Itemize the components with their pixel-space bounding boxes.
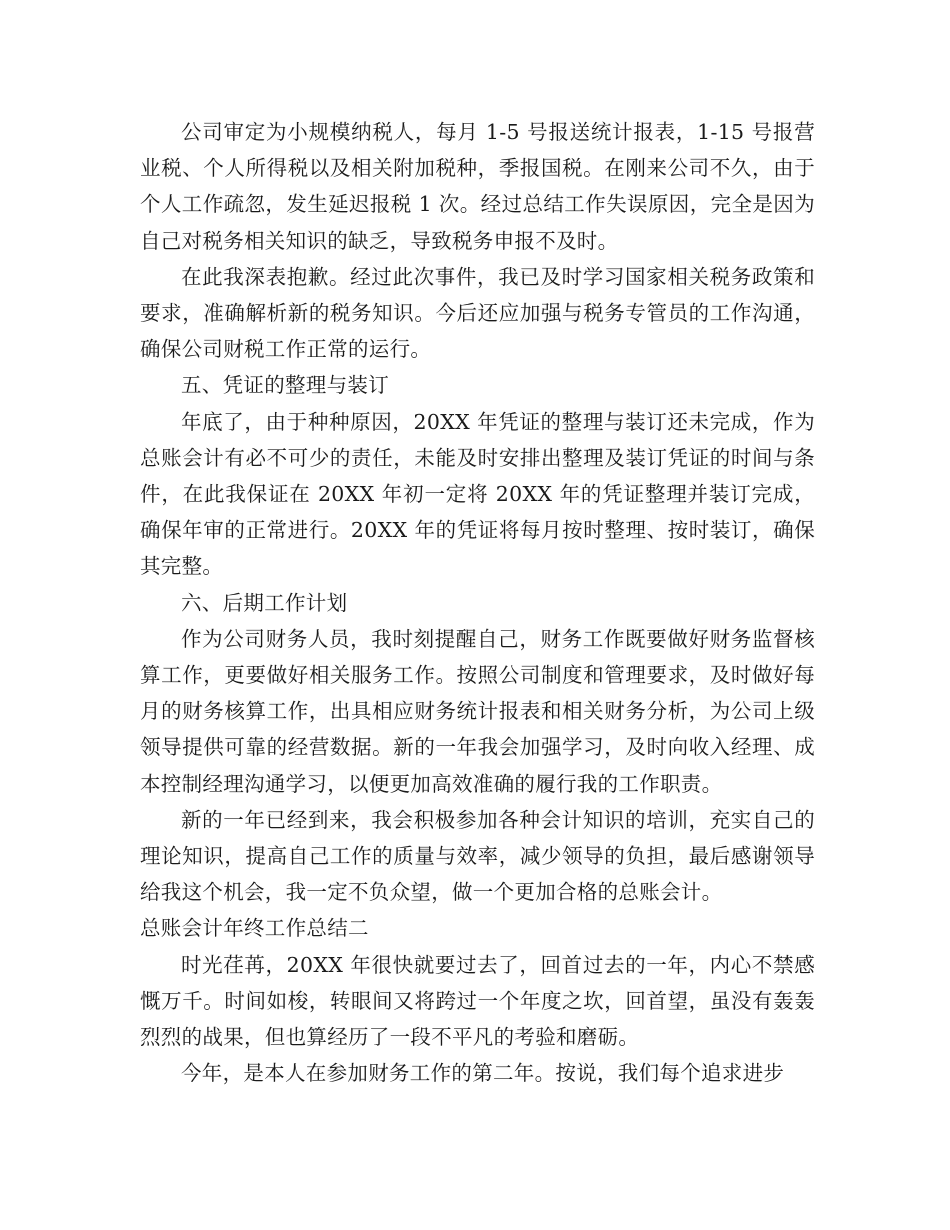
- paragraph-time-flies: 时光荏苒，20XX 年很快就要过去了，回首过去的一年，内心不禁感慨万千。时间如梭，转眼间又将跨过一个年度之坎，回首望，虽没有轰轰烈烈的战果，但也算经历了一段不平凡的考验和磨砺。: [140, 952, 815, 1050]
- paragraph-voucher: 年底了，由于种种原因，20XX 年凭证的整理与装订还未完成，作为总账会计有必不可少的责任，未能及时安排出整理及装订凭证的时间与条件，在此我保证在 20XX 年初一定将 20XX 年的凭证整理并装订完成，确保年审的正常进行。20XX 年的凭证将每月按时整理、按时装订，确保其完整。: [140, 409, 815, 579]
- document-page: [140, 114, 815, 1091]
- section-heading-plan: 六、后期工作计划: [181, 590, 348, 615]
- document-title-two: 总账会计年终工作总结二: [140, 916, 369, 941]
- section-heading-voucher: 五、凭证的整理与装订: [181, 373, 389, 398]
- paragraph-plan: 作为公司财务人员，我时刻提醒自己，财务工作既要做好财务监督核算工作，更要做好相关服务工作。按照公司制度和管理要求，及时做好每月的财务核算工作，出具相应财务统计报表和相关财务分析，为公司上级领导提供可靠的经营数据。新的一年我会加强学习，及时向收入经理、成本控制经理沟通学习，以便更加高效准确的履行我的工作职责。: [140, 626, 815, 796]
- paragraph-tax-filing: 公司审定为小规模纳税人，每月 1-5 号报送统计报表，1-15 号报营业税、个人所得税以及相关附加税种，季报国税。在刚来公司不久，由于个人工作疏忽，发生延迟报税 1 次。经过总结工作失误原因，完全是因为自己对税务相关知识的缺乏，导致税务申报不及时。: [140, 120, 815, 253]
- paragraph-this-year: 今年，是本人在参加财务工作的第二年。按说，我们每个追求进步: [181, 1061, 785, 1086]
- paragraph-new-year: 新的一年已经到来，我会积极参加各种会计知识的培训，充实自己的理论知识，提高自己工作的质量与效率，减少领导的负担，最后感谢领导给我这个机会，我一定不负众望，做一个更加合格的总账会计。: [140, 807, 815, 905]
- paragraph-apology: 在此我深表抱歉。经过此次事件，我已及时学习国家相关税务政策和要求，准确解析新的税务知识。今后还应加强与税务专管员的工作沟通，确保公司财税工作正常的运行。: [140, 264, 815, 362]
